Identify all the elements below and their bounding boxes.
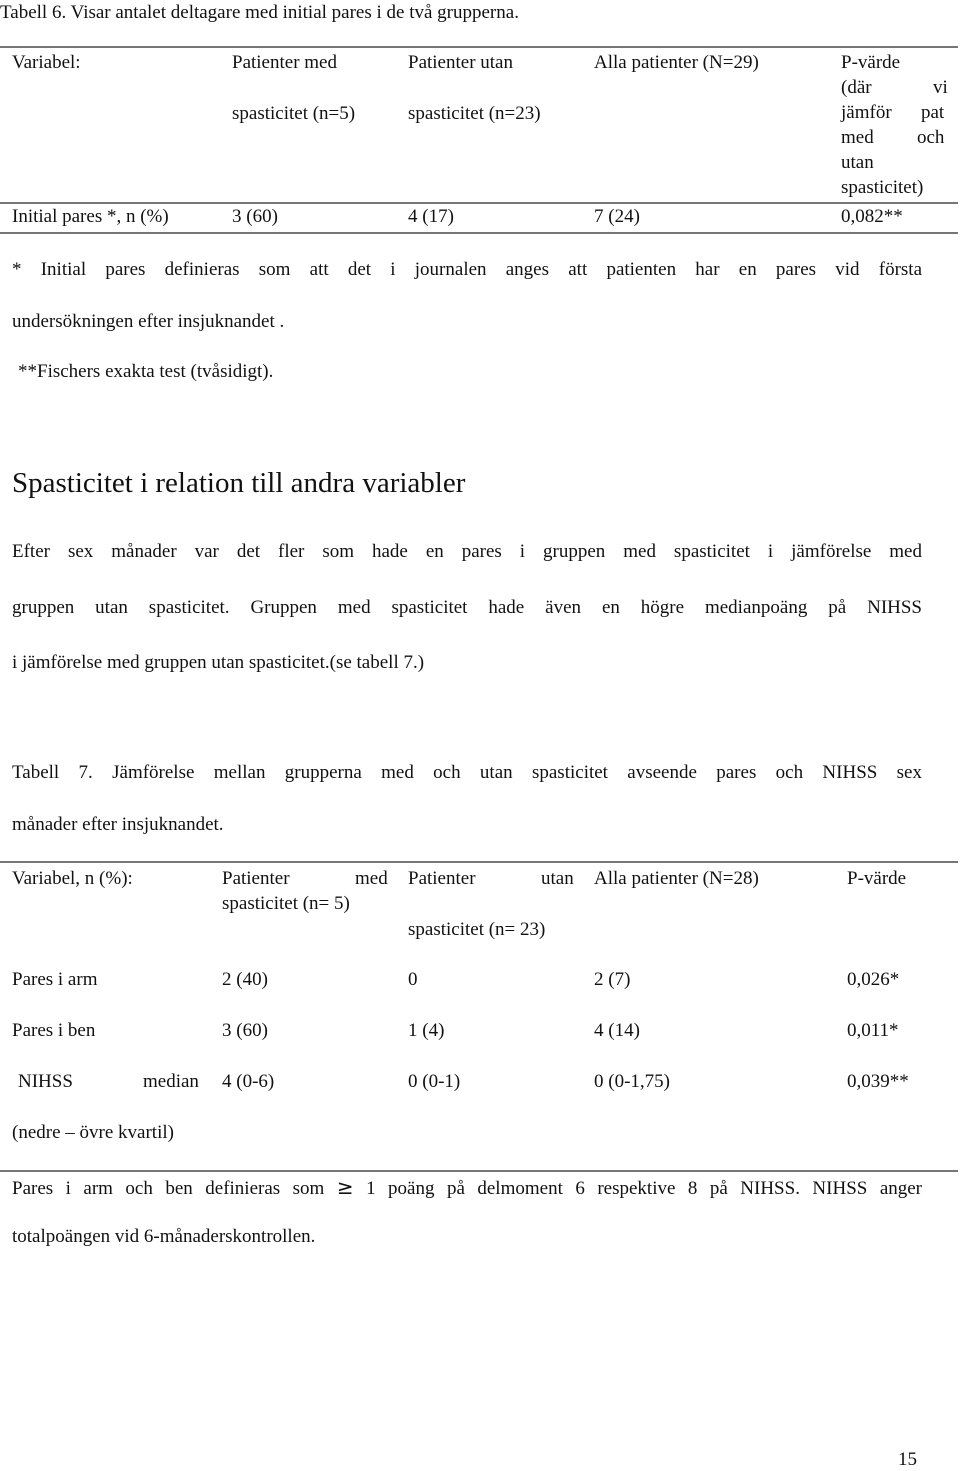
table6-bottom-rule [0, 232, 958, 234]
table7-header-variabel: Variabel, n (%): [12, 868, 133, 889]
table7-row-nihss-med: 4 (0-6) [222, 1071, 275, 1092]
table6-top-rule [0, 46, 958, 48]
table7-row-arm-label: Pares i arm [12, 969, 98, 990]
section-para-line1: Efter sex månader var det fler som hade en pares i gruppen med spasticitet i jämförelse med [12, 541, 922, 562]
page-number: 15 [898, 1449, 917, 1470]
table6-header-utan-2: spasticitet (n=23) [408, 103, 541, 124]
section-para-line3: i jämförelse med gruppen utan spasticitet.(se tabell 7.) [12, 652, 425, 673]
greater-equal-symbol: ≥ [336, 1175, 354, 1199]
table6-header-p-1: P-värde [841, 52, 901, 73]
table6-header-med-1: Patienter med [232, 52, 337, 73]
table6-row-utan: 4 (17) [408, 206, 454, 227]
table7-row-nihss-label-2: (nedre – övre kvartil) [12, 1122, 174, 1143]
table7-row-ben-alla: 4 (14) [594, 1020, 640, 1041]
table6-header-p-3b: pat [921, 102, 945, 123]
table7-row-arm-utan: 0 [408, 969, 418, 990]
table6-header-utan-1: Patienter utan [408, 52, 513, 73]
table7-note-line2: totalpoängen vid 6-månaderskontrollen. [12, 1226, 316, 1247]
table7-row-nihss-alla: 0 (0-1,75) [594, 1071, 670, 1092]
table7-row-ben-med: 3 (60) [222, 1020, 268, 1041]
table6-footnote1-line2: undersökningen efter insjuknandet . [12, 311, 285, 332]
table6-row-alla: 7 (24) [594, 206, 640, 227]
table6-row-med: 3 (60) [232, 206, 278, 227]
table7-row-ben-label: Pares i ben [12, 1020, 96, 1041]
table7-note-pre: Pares i arm och ben definieras som [12, 1178, 325, 1199]
table7-caption-line2: månader efter insjuknandet. [12, 814, 224, 835]
table7-caption-line1: Tabell 7. Jämförelse mellan grupperna med och utan spasticitet avseende pares och NIHSS sex [12, 762, 922, 783]
table6-footnote1-line1: * Initial pares definieras som att det i journalen anges att patienten har en pares vid första [12, 259, 922, 280]
table6-header-p-5: utan [841, 152, 874, 173]
table6-header-p-6: spasticitet) [841, 177, 924, 198]
table7-row-nihss-utan: 0 (0-1) [408, 1071, 461, 1092]
table7-row-nihss-label-a: NIHSS [18, 1071, 73, 1092]
table7-header-med-2: spasticitet (n= 5) [222, 893, 350, 914]
table6-header-p-2b: vi [933, 77, 948, 98]
table7-header-utan-a: Patienter [408, 868, 476, 889]
table7-row-ben-utan: 1 (4) [408, 1020, 445, 1041]
table7-header-alla: Alla patienter (N=28) [594, 868, 759, 889]
table6-row-p: 0,082** [841, 206, 903, 227]
table6-header-p-4a: med [841, 127, 874, 148]
table6-header-p-2a: (där [841, 77, 872, 98]
table7-row-arm-med: 2 (40) [222, 969, 268, 990]
table6-footnote2: **Fischers exakta test (tvåsidigt). [18, 361, 274, 382]
table7-header-p: P-värde [847, 868, 907, 889]
table6-header-alla: Alla patienter (N=29) [594, 52, 759, 73]
table6-header-med-2: spasticitet (n=5) [232, 103, 356, 124]
table6-header-variabel: Variabel: [12, 52, 81, 73]
table6-header-p-3a: jämför [841, 102, 892, 123]
table6-header-rule [0, 202, 958, 204]
table7-row-ben-p: 0,011* [847, 1020, 899, 1041]
table7-note-post: 1 poäng på delmoment 6 respektive 8 på NIHSS. NIHSS anger [366, 1178, 923, 1199]
table7-note-line1 [12, 1176, 922, 1200]
table7-row-nihss-p: 0,039** [847, 1071, 909, 1092]
table6-header-p-4b: och [917, 127, 945, 148]
table7-row-arm-p: 0,026* [847, 969, 900, 990]
table7-top-rule [0, 861, 958, 863]
table6-row-label: Initial pares *, n (%) [12, 206, 169, 227]
table7-header-med-b: med [355, 868, 388, 889]
table7-bottom-rule [0, 1170, 958, 1172]
table7-header-utan-b: utan [541, 868, 574, 889]
section-para-line2: gruppen utan spasticitet. Gruppen med spasticitet hade även en högre medianpoäng på NIHSS [12, 597, 922, 618]
table7-row-nihss-label-b: median [143, 1071, 199, 1092]
table7-header-utan-2: spasticitet (n= 23) [408, 919, 546, 940]
section-heading: Spasticitet i relation till andra variabler [12, 467, 466, 499]
table7-row-arm-alla: 2 (7) [594, 969, 631, 990]
table6-caption: Tabell 6. Visar antalet deltagare med initial pares i de två grupperna. [0, 2, 519, 23]
table7-header-med-a: Patienter [222, 868, 290, 889]
